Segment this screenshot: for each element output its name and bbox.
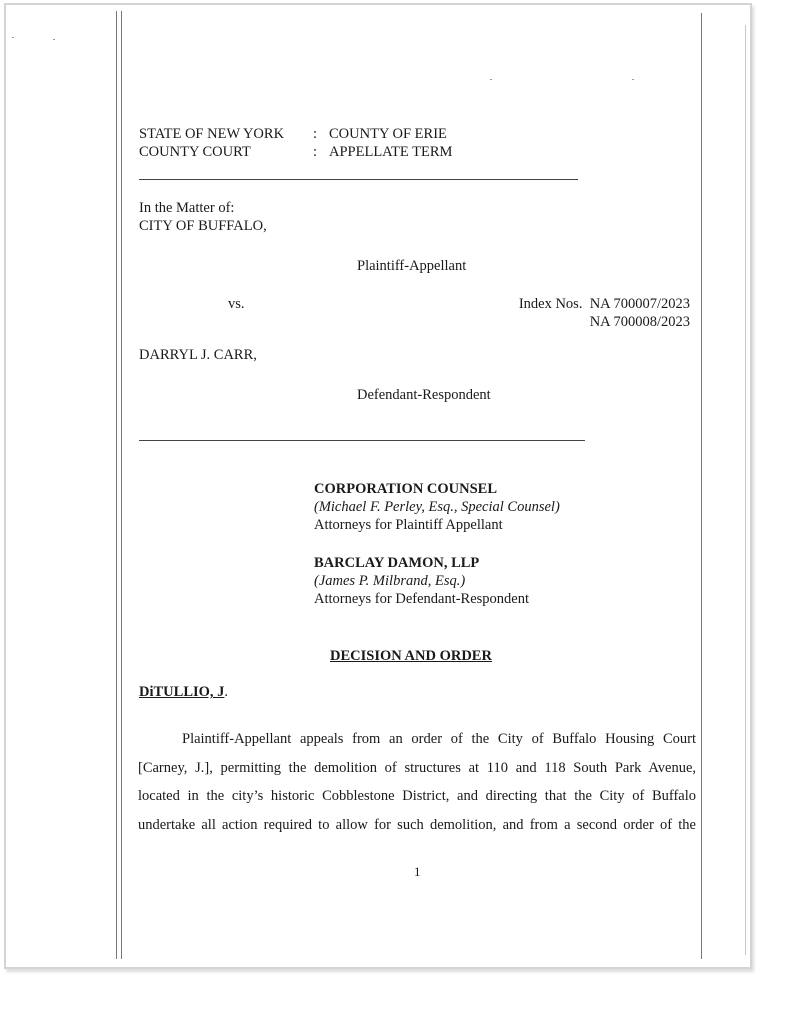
defendant-role: Defendant-Respondent bbox=[357, 387, 491, 403]
counsel-role-2: Attorneys for Defendant-Respondent bbox=[314, 591, 530, 607]
index-label: Index Nos. bbox=[518, 296, 583, 312]
caption-county: COUNTY OF ERIE bbox=[329, 126, 447, 142]
counsel-attorneys-2: (James P. Milbrand, Esq.) bbox=[314, 573, 466, 589]
decision-body bbox=[138, 725, 696, 839]
caption-colon-1: : bbox=[313, 126, 318, 142]
index-line-1 bbox=[490, 295, 690, 313]
caption-state: STATE OF NEW YORK bbox=[139, 126, 285, 142]
index-number-1: NA 700007/2023 bbox=[589, 296, 690, 312]
caption-court: COUNTY COURT bbox=[139, 144, 251, 160]
counsel-attorneys-1: (Michael F. Perley, Esq., Special Counsel) bbox=[314, 499, 560, 515]
judge-line bbox=[139, 683, 228, 701]
page-number: 1 bbox=[414, 864, 421, 879]
plaintiff-name: CITY OF BUFFALO, bbox=[139, 218, 267, 234]
judge-period: . bbox=[224, 684, 229, 700]
scan-speck bbox=[490, 79, 492, 80]
decision-title: DECISION AND ORDER bbox=[330, 648, 492, 664]
judge-name: DiTULLIO, J bbox=[139, 684, 225, 700]
scan-speck bbox=[53, 39, 55, 40]
index-number-2: NA 700008/2023 bbox=[589, 314, 690, 330]
body-line-3: located in the city’s historic Cobblestone District, and directing that the City of Buffalo bbox=[138, 788, 696, 804]
right-margin-line bbox=[701, 13, 702, 959]
left-margin-line-inner bbox=[121, 11, 122, 959]
scan-speck bbox=[12, 37, 14, 38]
right-edge-scan-line bbox=[745, 25, 746, 955]
versus-label: vs. bbox=[228, 296, 245, 312]
index-numbers bbox=[490, 295, 690, 331]
body-line-2: [Carney, J.], permitting the demolition of structures at 110 and 118 South Park Avenue, bbox=[138, 759, 696, 776]
counsel-firm-2: BARCLAY DAMON, LLP bbox=[314, 555, 480, 571]
matter-label: In the Matter of: bbox=[139, 200, 235, 216]
left-margin-line-outer bbox=[116, 11, 117, 959]
body-line-4: undertake all action required to allow for such demolition, and from a second order of the bbox=[138, 816, 696, 833]
body-line-1: Plaintiff-Appellant appeals from an order of the City of Buffalo Housing Court bbox=[182, 731, 696, 747]
counsel-firm-1: CORPORATION COUNSEL bbox=[314, 481, 498, 497]
plaintiff-role: Plaintiff-Appellant bbox=[357, 258, 467, 274]
counsel-role-1: Attorneys for Plaintiff Appellant bbox=[314, 517, 503, 533]
caption-term: APPELLATE TERM bbox=[329, 144, 453, 160]
defendant-name: DARRYL J. CARR, bbox=[139, 347, 257, 363]
caption-divider bbox=[139, 179, 578, 180]
scan-speck bbox=[632, 79, 634, 80]
caption-colon-2: : bbox=[313, 144, 318, 160]
parties-divider bbox=[139, 440, 585, 441]
